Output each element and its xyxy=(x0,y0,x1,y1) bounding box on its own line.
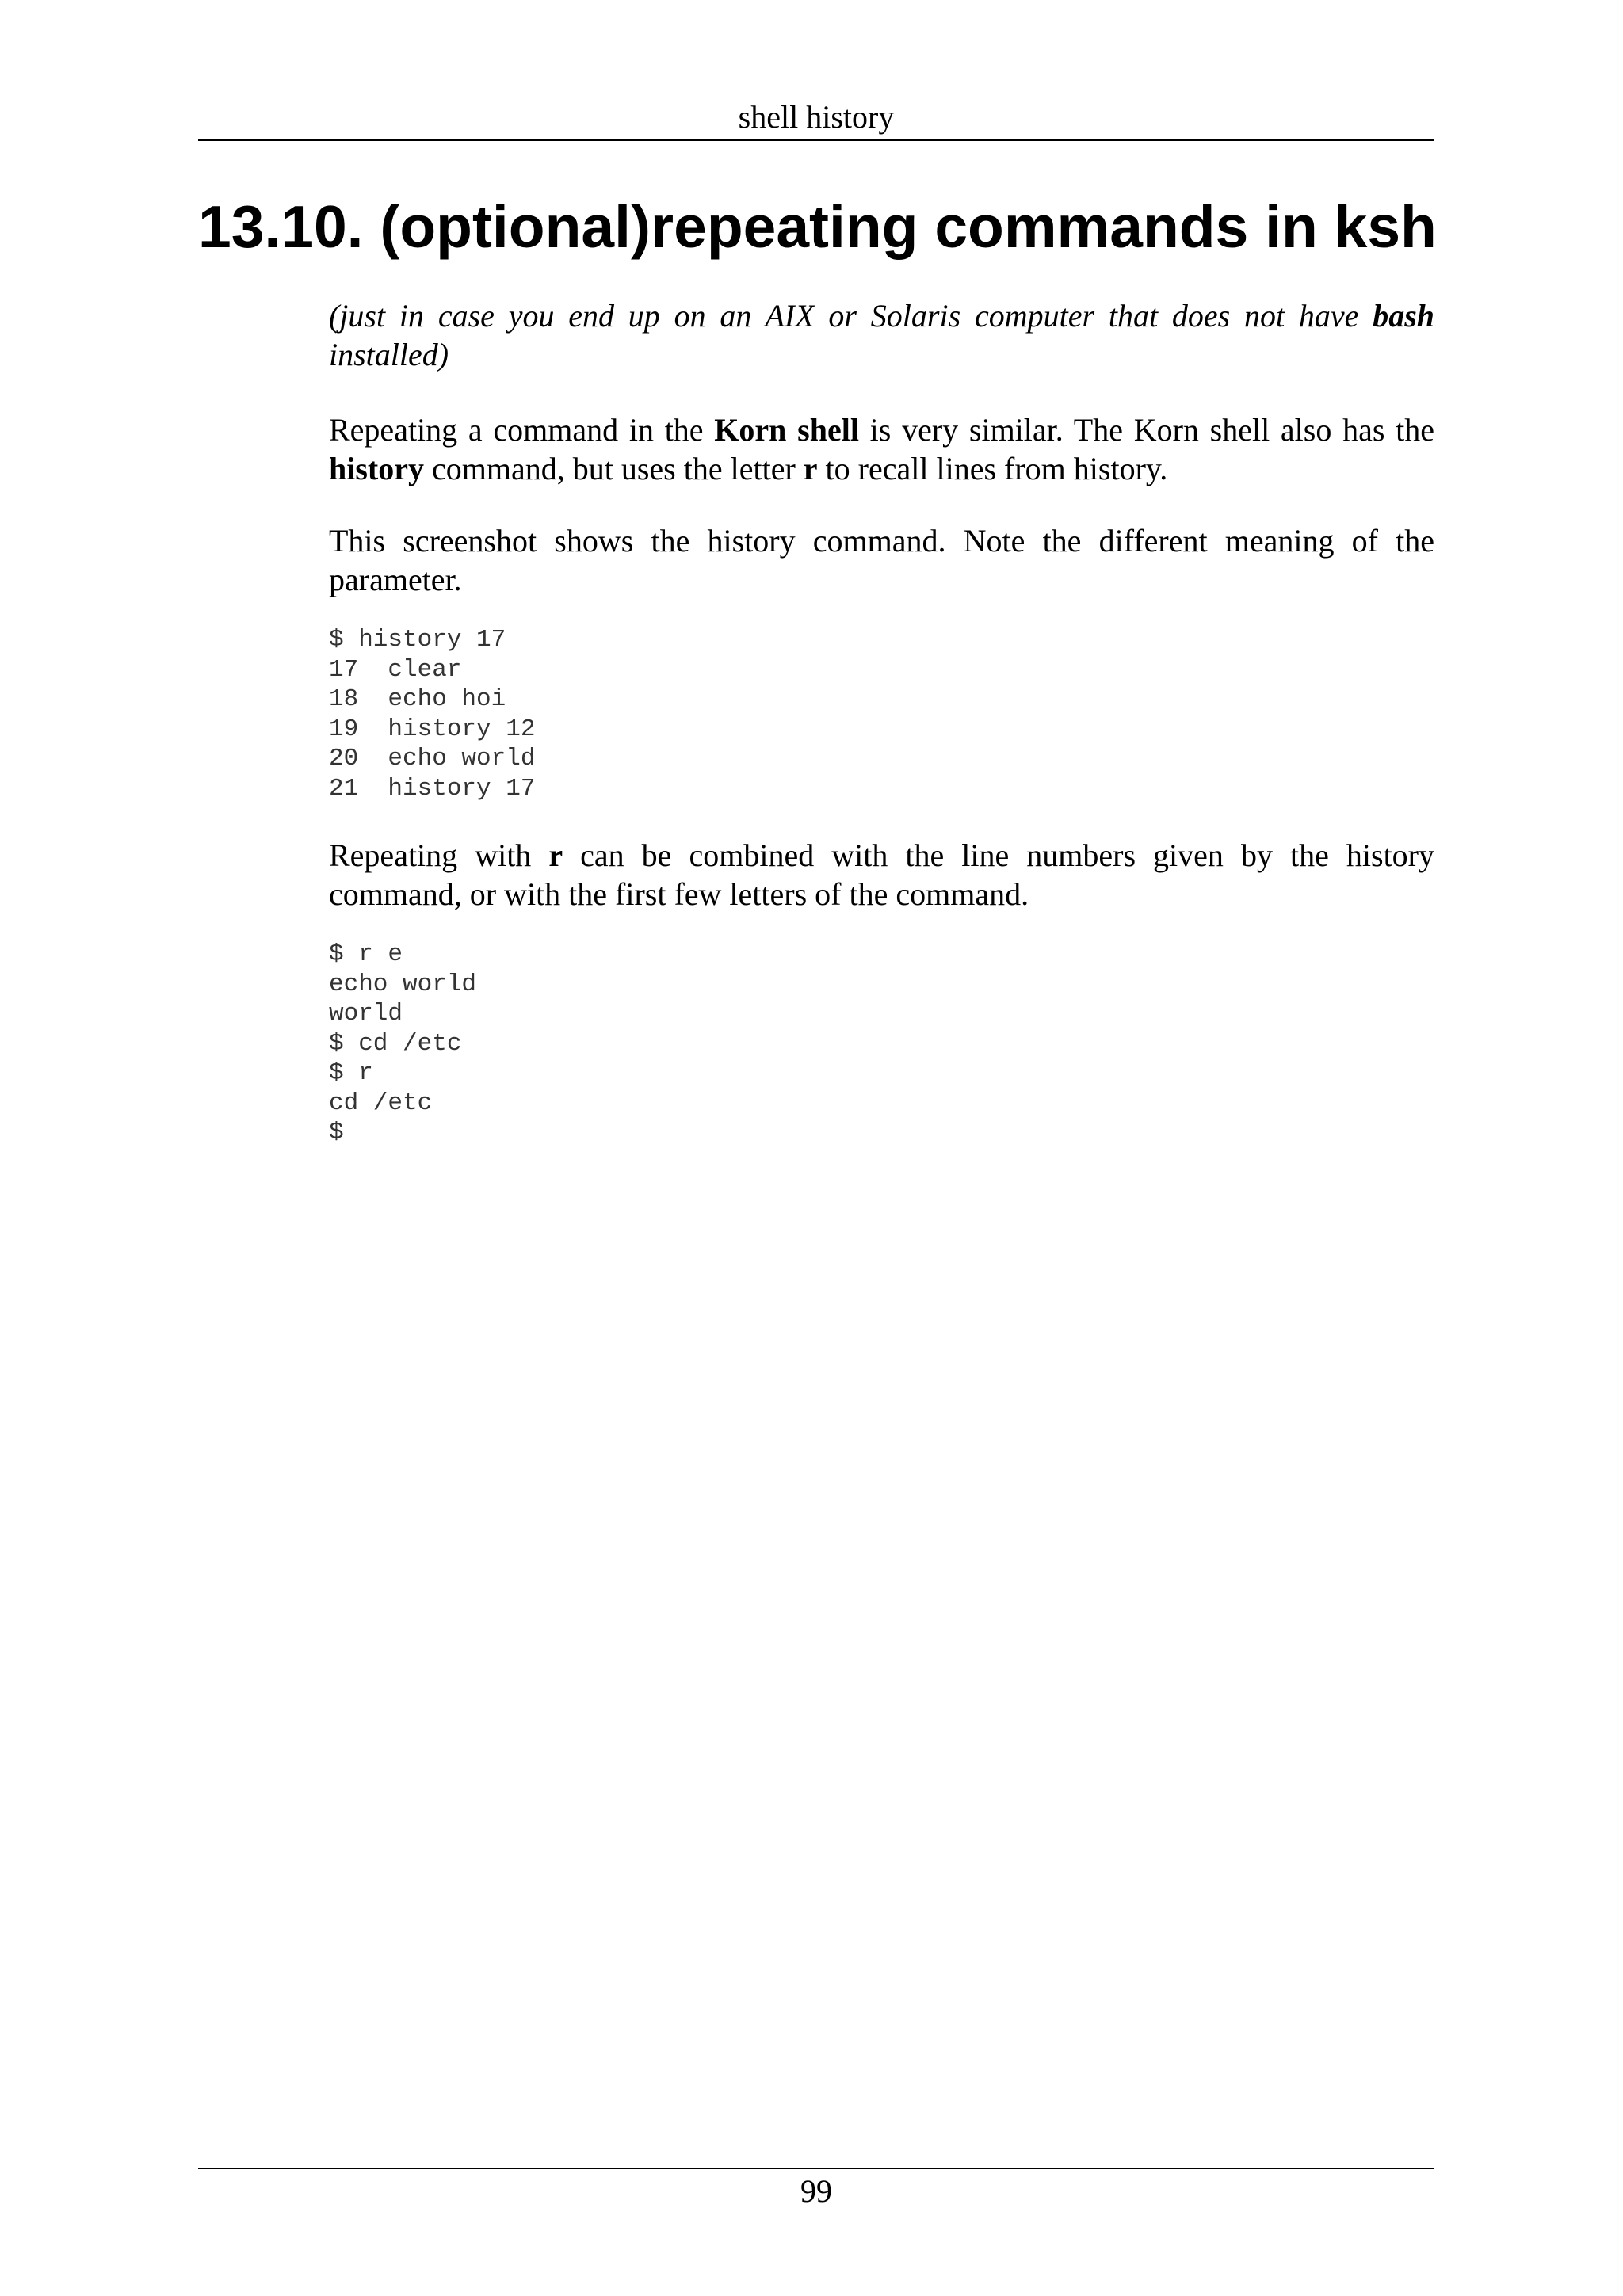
repeat-bold-r: r xyxy=(548,837,563,873)
code-line: $ history 17 xyxy=(329,626,506,654)
intro-note-bash: bash xyxy=(1373,298,1434,334)
korn-text-3: command, but uses the letter xyxy=(424,451,804,486)
intro-note-text-2: installed) xyxy=(329,337,449,372)
section-title: 13.10. (optional)repeating commands in ksh xyxy=(198,193,1437,260)
korn-bold-history: history xyxy=(329,451,424,486)
code-line: 21 history 17 xyxy=(329,774,536,803)
code-block-repeat xyxy=(329,940,1434,1148)
korn-text-4: to recall lines from history. xyxy=(817,451,1168,486)
code-line: world xyxy=(329,1000,403,1028)
running-header xyxy=(198,95,1434,141)
korn-bold-korn-shell: Korn shell xyxy=(714,412,859,448)
code-line: 19 history 12 xyxy=(329,715,536,743)
code-line: 20 echo world xyxy=(329,745,536,772)
code-line: cd /etc xyxy=(329,1089,433,1117)
code-line: 17 clear xyxy=(329,655,462,684)
code-line: $ r e xyxy=(329,940,403,968)
code-block-history xyxy=(329,625,1434,803)
korn-text-2: is very similar. The Korn shell also has the xyxy=(858,412,1434,448)
repeat-text-1: Repeating with xyxy=(329,837,549,873)
paragraph-screenshot: This screenshot shows the history command. Note the different meaning of the parameter. xyxy=(329,523,1434,597)
repeat-text-2: can be combined with the line numbers given by the history command, or with the first few letters of the command. xyxy=(329,837,1434,912)
korn-text-1: Repeating a command in the xyxy=(329,412,715,448)
page-number: 99 xyxy=(800,2173,832,2209)
intro-note-text-1: (just in case you end up on an AIX or Solaris computer that does not have xyxy=(329,298,1373,334)
code-line: 18 echo hoi xyxy=(329,685,506,713)
code-line: $ xyxy=(329,1119,344,1146)
intro-note xyxy=(329,296,1434,374)
paragraph-repeat-with-r xyxy=(329,836,1434,913)
paragraph-korn-shell xyxy=(329,410,1434,488)
korn-bold-r: r xyxy=(803,451,818,486)
code-line: $ r xyxy=(329,1059,373,1087)
code-line: echo world xyxy=(329,970,477,998)
code-line: $ cd /etc xyxy=(329,1029,462,1058)
running-header-title: shell history xyxy=(738,99,895,135)
